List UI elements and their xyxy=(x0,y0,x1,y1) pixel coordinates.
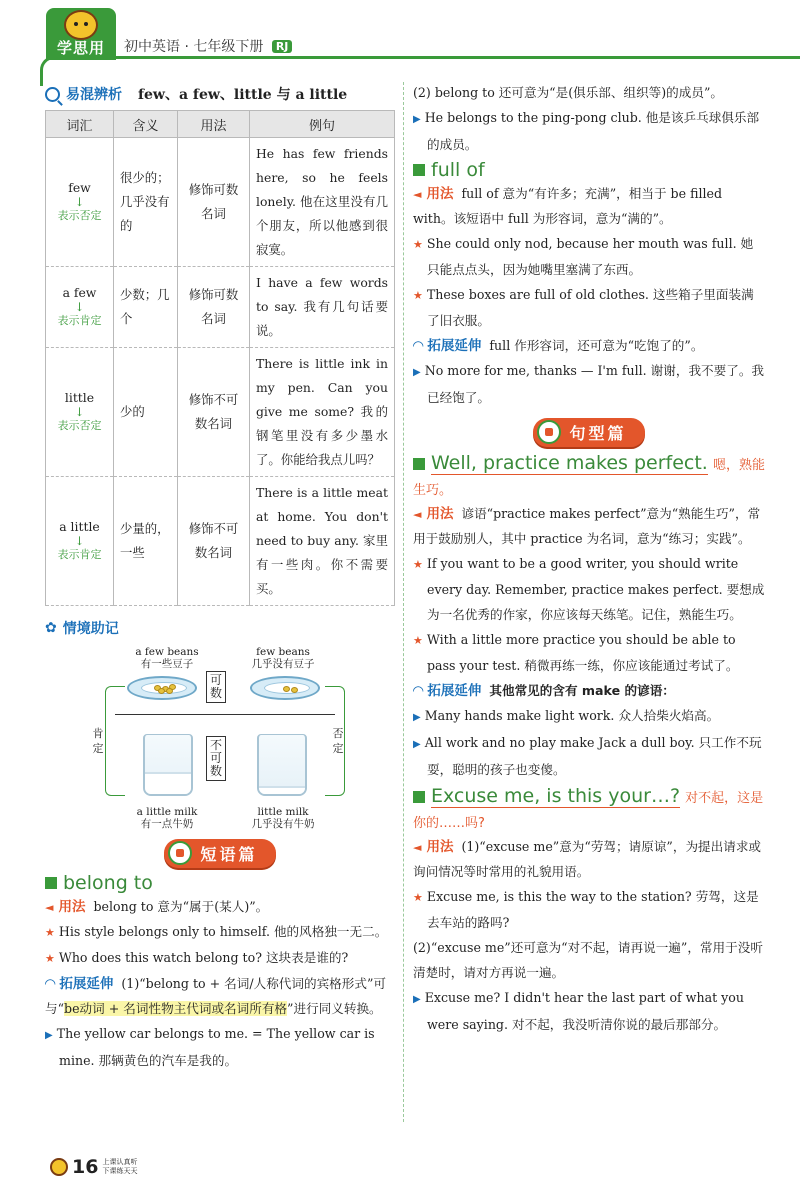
word: little xyxy=(64,390,95,405)
phrase-title: belong to xyxy=(63,872,153,894)
banner-text: 句型篇 xyxy=(569,424,627,443)
example-text: No more for me, thanks — I'm full. 谢谢，我不要了。我已经饱了。 xyxy=(424,363,765,405)
book-title xyxy=(124,36,292,56)
down-arrow-icon: ↓ xyxy=(74,405,85,419)
edition-badge: RJ xyxy=(272,40,293,53)
practice-usage xyxy=(413,501,765,551)
square-bullet-icon xyxy=(45,877,57,889)
banner-badge-icon xyxy=(168,841,192,865)
triangle-bullet-icon: ▶ xyxy=(413,994,421,1005)
left-column xyxy=(45,80,395,1073)
example-text: With a little more practice you should be able to pass your test. 稍微再练一练，你应该能通过考试了。 xyxy=(426,632,739,673)
highlighted-text: be动词 + 名词性物主代词或名词所有格 xyxy=(64,1001,288,1016)
motto-line: 上课认真听 xyxy=(102,1158,138,1166)
column-header: 含义 xyxy=(114,111,178,138)
mascot-icon xyxy=(64,10,98,40)
column-header: 词汇 xyxy=(46,111,114,138)
caption-cn: 有一些豆子 xyxy=(140,658,194,670)
bowl-few-beans xyxy=(250,676,320,700)
confusion-title: few、a few、little 与 a little xyxy=(138,87,348,103)
example-text: The yellow car belongs to me. = The yellow car is mine. 那辆黄色的汽车是我的。 xyxy=(56,1026,375,1068)
example-item xyxy=(413,105,765,157)
page-footer xyxy=(50,1152,137,1182)
little-milk-caption xyxy=(233,806,333,830)
usage-label: ◄ 用法 xyxy=(413,506,453,522)
practice-extension xyxy=(413,678,765,703)
meaning-cell: 少量的，一些 xyxy=(114,477,178,606)
column-divider xyxy=(403,82,404,1122)
usage-label: ◄ 用法 xyxy=(45,899,85,915)
countable-tag: 可数 xyxy=(206,671,226,703)
table-row xyxy=(46,477,395,606)
table-header-row xyxy=(46,111,395,138)
star-icon: ★ xyxy=(413,289,423,302)
example-text: His style belongs only to himself. 他的风格独一无二。 xyxy=(58,924,388,939)
banner-pill xyxy=(533,418,644,447)
excuse-usage-2: (2)“excuse me”还可意为“对不起，请再说一遍”，常用于没听清楚时，请对方再说一遍。 xyxy=(413,940,763,980)
bean-icon xyxy=(283,686,290,692)
example-item xyxy=(413,358,765,410)
sentence-translation: 嗯，熟能生巧。 xyxy=(413,458,765,498)
word-cell xyxy=(46,138,114,267)
triangle-bullet-icon: ▶ xyxy=(413,739,421,750)
full-of-heading xyxy=(413,159,765,181)
table-row xyxy=(46,267,395,348)
example-item xyxy=(413,551,765,627)
example-text: She could only nod, because her mouth was full. 她只能点点头，因为她嘴里塞满了东西。 xyxy=(426,236,754,277)
example-item xyxy=(413,730,765,782)
example-text: Excuse me, is this the way to the station? 劳驾，这是去车站的路吗? xyxy=(426,889,759,930)
few-beans-caption xyxy=(233,646,333,670)
a-little-milk-caption xyxy=(117,806,217,830)
word: a little xyxy=(59,519,100,534)
triangle-bullet-icon: ▶ xyxy=(45,1030,53,1041)
caption-cn: 几乎没有豆子 xyxy=(251,658,315,670)
usage-text: 谚语“practice makes perfect”意为“熟能生巧”，常用于鼓励别人，其中 practice 为名词，意为“练习；实践”。 xyxy=(413,506,761,546)
brand-logo xyxy=(46,8,116,60)
example-item xyxy=(45,1021,395,1073)
example-item xyxy=(45,945,395,971)
bowl-inner xyxy=(264,682,310,694)
footer-motto xyxy=(102,1158,137,1176)
star-icon: ★ xyxy=(45,926,55,939)
word-cell xyxy=(46,348,114,477)
example-item xyxy=(413,282,765,333)
example-item xyxy=(413,627,765,678)
header-rule xyxy=(116,56,800,59)
example-item xyxy=(413,985,765,1037)
usage-cell: 修饰可数名词 xyxy=(178,267,250,348)
glass-little-milk xyxy=(257,734,307,796)
usage-cell: 修饰可数名词 xyxy=(178,138,250,267)
page-number: 16 xyxy=(72,1156,99,1178)
caption-en: a little milk xyxy=(136,806,198,818)
table-row xyxy=(46,348,395,477)
belong-usage xyxy=(45,894,395,919)
usage-label: ◄ 用法 xyxy=(413,839,453,855)
glass-a-little-milk xyxy=(143,734,193,796)
example-item xyxy=(413,231,765,282)
sentence-section-banner xyxy=(413,418,765,447)
down-arrow-icon: ↓ xyxy=(74,300,85,314)
extension-label: ◠ 拓展延伸 xyxy=(413,338,481,354)
memory-illustration xyxy=(45,646,395,831)
meaning-cell: 很少的；几乎没有的 xyxy=(114,138,178,267)
sentence-title: Excuse me, is this your…? xyxy=(431,785,681,807)
star-icon: ★ xyxy=(413,634,423,647)
caption-en: a few beans xyxy=(135,646,199,658)
example-item xyxy=(45,919,395,945)
banner-pill xyxy=(164,839,275,868)
excuse-usage xyxy=(413,834,765,884)
star-icon: ★ xyxy=(413,238,423,251)
banner-text: 短语篇 xyxy=(200,845,258,864)
star-icon: ★ xyxy=(413,891,423,904)
belong-extension xyxy=(45,971,395,1021)
memory-heading xyxy=(45,614,395,642)
word-hint: 表示否定 xyxy=(57,419,102,432)
star-icon: ★ xyxy=(45,952,55,965)
usage-text: (1)“excuse me”意为“劳驾；请原谅”，为提出请求或询问情况等时常用的礼貌用语。 xyxy=(413,839,762,879)
uncountable-tag: 不可数 xyxy=(206,736,226,781)
column-header: 例句 xyxy=(250,111,395,138)
extension-label: ◠ 拓展延伸 xyxy=(413,683,481,699)
example-text: Who does this watch belong to? 这块表是谁的? xyxy=(58,950,349,965)
caption-en: few beans xyxy=(256,646,310,658)
phrase-section-banner xyxy=(45,839,395,868)
phrase-title: full of xyxy=(431,159,485,181)
book-title-text: 初中英语 · 七年级下册 xyxy=(124,39,264,55)
example-text: If you want to be a good writer, you should write every day. Remember, practice makes perfect. 要想成为一名优秀的作家，你应该每天练笔。记住，熟能生巧。 xyxy=(426,556,765,622)
usage-label: ◄ 用法 xyxy=(413,186,453,202)
page-header xyxy=(0,0,800,62)
positive-bracket xyxy=(105,686,125,796)
milk-level xyxy=(145,772,191,794)
comparison-table xyxy=(45,110,395,606)
extension-text: full 作形容词，还可意为“吃饱了的”。 xyxy=(489,338,704,353)
down-arrow-icon: ↓ xyxy=(74,195,85,209)
usage-text: full of 意为“有许多；充满”，相当于 be filled with。该短语中 full 为形容词，意为“满的”。 xyxy=(413,186,723,226)
example-text: Excuse me? I didn't hear the last part of what you were saying. 对不起，我没听清你说的最后那部分。 xyxy=(424,990,744,1032)
triangle-bullet-icon: ▶ xyxy=(413,114,421,125)
triangle-bullet-icon: ▶ xyxy=(413,712,421,723)
right-column xyxy=(413,80,765,1037)
usage-cell: 修饰不可数名词 xyxy=(178,348,250,477)
meaning-cell: 少数；几个 xyxy=(114,267,178,348)
bowl-inner xyxy=(141,682,187,694)
triangle-bullet-icon: ▶ xyxy=(413,367,421,378)
banner-badge-icon xyxy=(537,420,561,444)
table-row xyxy=(46,138,395,267)
belong-continuation: (2) belong to 还可意为“是(俱乐部、组织等)的成员”。 xyxy=(413,85,723,100)
full-of-usage xyxy=(413,181,765,231)
caption-en: little milk xyxy=(257,806,309,818)
example-item xyxy=(413,703,765,730)
caption-cn: 有一点牛奶 xyxy=(140,818,194,830)
word-cell xyxy=(46,477,114,606)
confusion-label: 易混辨析 xyxy=(66,87,122,103)
star-icon: ★ xyxy=(413,558,423,571)
word: few xyxy=(68,180,91,195)
example-cell: There is a little meat at home. You don't need to buy any. 家里有一些肉。你不需要买。 xyxy=(250,477,395,606)
sentence-translation: 对不起，这是你的……吗? xyxy=(413,791,764,831)
word-hint: 表示肯定 xyxy=(57,314,102,327)
positive-label: 肯定 xyxy=(92,727,104,755)
example-text: Many hands make light work. 众人拾柴火焰高。 xyxy=(424,708,720,723)
a-few-beans-caption xyxy=(117,646,217,670)
word: a few xyxy=(62,285,97,300)
negative-label: 否定 xyxy=(332,727,344,755)
down-arrow-icon: ↓ xyxy=(74,534,85,548)
bowl-a-few-beans xyxy=(127,676,197,700)
usage-text: belong to 意为“属于(某人)”。 xyxy=(93,899,269,914)
square-bullet-icon xyxy=(413,791,425,803)
brand-name: 学思用 xyxy=(56,39,105,57)
usage-cell: 修饰不可数名词 xyxy=(178,477,250,606)
practice-heading xyxy=(413,451,765,501)
excuse-heading xyxy=(413,784,765,834)
mascot-icon xyxy=(50,1158,68,1176)
motto-line: 下课练天天 xyxy=(102,1167,138,1175)
example-cell: There is little ink in my pen. Can you give me some? 我的钢笔里没有多少墨水了。你能给我点儿吗？ xyxy=(250,348,395,477)
flower-icon: ✿ xyxy=(45,620,57,636)
example-text: All work and no play make Jack a dull boy. 只工作不玩耍，聪明的孩子也变傻。 xyxy=(424,735,762,777)
word-hint: 表示否定 xyxy=(57,209,102,222)
milk-level xyxy=(259,786,305,794)
full-of-extension xyxy=(413,333,765,358)
example-item xyxy=(413,884,765,935)
extension-label: ◠ 拓展延伸 xyxy=(45,976,113,992)
square-bullet-icon xyxy=(413,458,425,470)
word-cell xyxy=(46,267,114,348)
extension-text: ”进行同义转换。 xyxy=(287,1001,382,1016)
example-text: These boxes are full of old clothes. 这些箱子里面装满了旧衣服。 xyxy=(426,287,754,328)
sentence-title: Well, practice makes perfect. xyxy=(431,452,708,474)
example-cell: He has few friends here, so he feels lonely. 他在这里没有几个朋友，所以他感到很寂寞。 xyxy=(250,138,395,267)
belong-to-heading xyxy=(45,872,395,894)
caption-cn: 几乎没有牛奶 xyxy=(251,818,315,830)
bean-icon xyxy=(166,688,173,694)
column-header: 用法 xyxy=(178,111,250,138)
square-bullet-icon xyxy=(413,164,425,176)
divider-line xyxy=(115,714,335,715)
bean-icon xyxy=(291,687,298,693)
memory-label: 情境助记 xyxy=(62,621,119,637)
example-cell: I have a few words to say. 我有几句话要说。 xyxy=(250,267,395,348)
extension-text: (1)“belong to + 名词/人称代词的宾格形式”可与“ xyxy=(45,976,386,1016)
magnifier-icon xyxy=(45,87,60,102)
word-hint: 表示肯定 xyxy=(57,548,102,561)
confusion-heading xyxy=(45,80,395,108)
example-text: He belongs to the ping-pong club. 他是该乒乓球俱乐部的成员。 xyxy=(424,110,760,152)
meaning-cell: 少的 xyxy=(114,348,178,477)
bean-icon xyxy=(158,688,165,694)
extension-text: 其他常见的含有 make 的谚语： xyxy=(489,683,675,698)
